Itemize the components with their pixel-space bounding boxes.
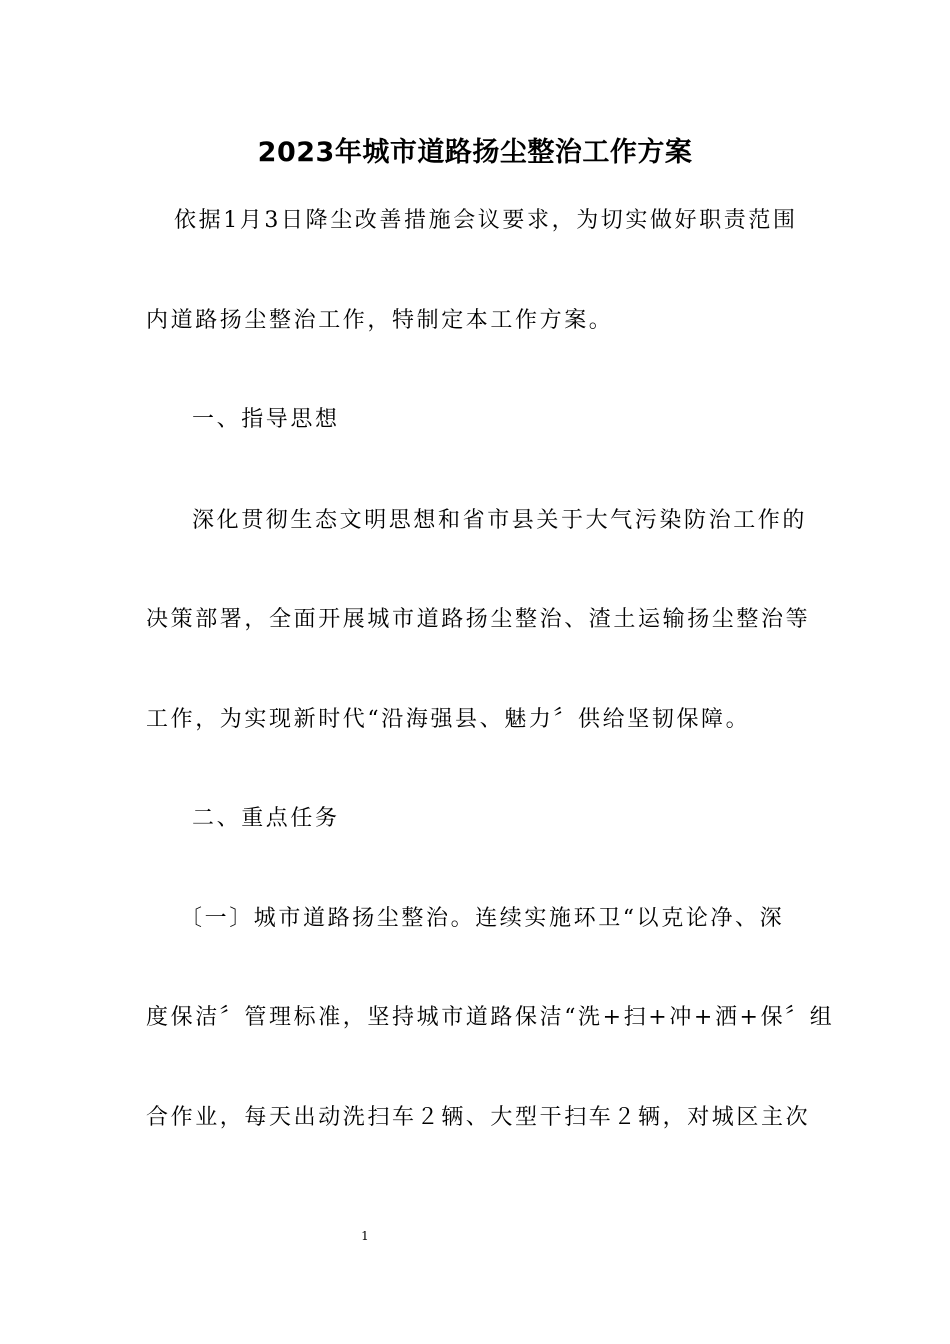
paragraph-line: 合作业，每天出动洗扫车２辆、大型干扫车２辆，对城区主次 bbox=[146, 1105, 811, 1130]
paragraph-line: 工作，为实现新时代“沿海强县、魅力〞供给坚韧保障。 bbox=[146, 707, 751, 732]
paragraph-line: 〔一〕城市道路扬尘整治。连续实施环卫“以克论净、深 bbox=[180, 906, 785, 931]
paragraph-line: 决策部署，全面开展城市道路扬尘整治、渣土运输扬尘整治等 bbox=[146, 607, 811, 632]
paragraph-line: 依据1月3日降尘改善措施会议要求，为切实做好职责范围 bbox=[174, 208, 798, 233]
page-number: 1 bbox=[361, 1229, 369, 1243]
paragraph-line: 深化贯彻生态文明思想和省市县关于大气污染防治工作的 bbox=[192, 508, 808, 533]
section-heading: 一、指导思想 bbox=[192, 407, 340, 432]
paragraph-line: 内道路扬尘整治工作，特制定本工作方案。 bbox=[146, 308, 614, 333]
paragraph-line: 度保洁〞管理标准，坚持城市道路保洁“洗+扫+冲+洒+保〞组 bbox=[146, 1005, 835, 1030]
section-heading: 二、重点任务 bbox=[192, 806, 340, 831]
document-title: 2023年城市道路扬尘整治工作方案 bbox=[257, 137, 693, 168]
